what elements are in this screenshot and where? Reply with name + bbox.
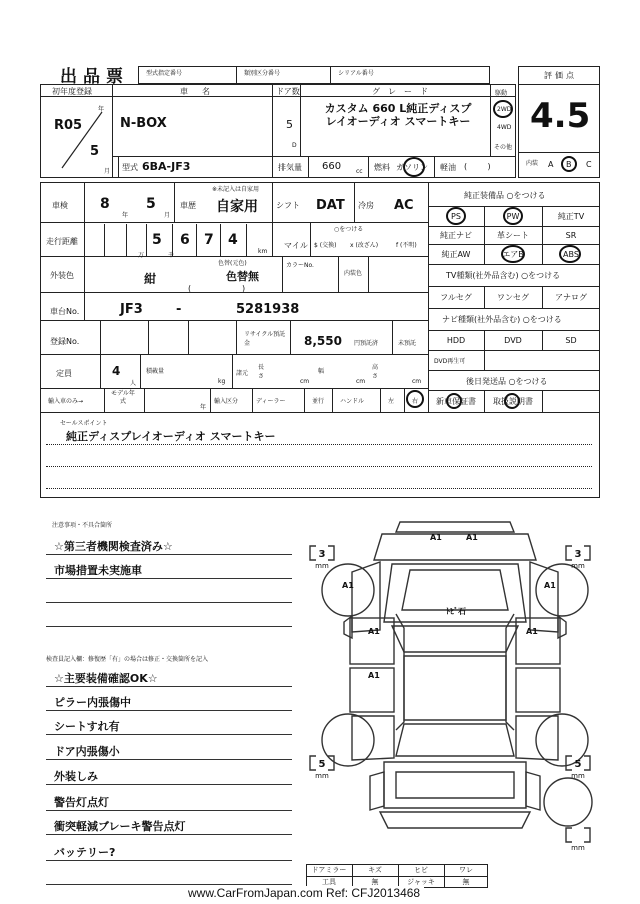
shaken-label: 車検	[52, 201, 68, 210]
fuel-paren: ( )	[464, 162, 491, 171]
model-label: 型式	[122, 163, 138, 172]
import-label: 輸入車のみ→	[48, 398, 84, 405]
mileage-digit-5: 7	[204, 232, 214, 248]
drive-4wd: 4WD	[497, 124, 512, 131]
sheet-title: 出品票	[60, 67, 129, 87]
history: 自家用	[216, 199, 258, 215]
later-manual-circle	[504, 393, 520, 409]
first-reg-label: 初年度登録	[52, 87, 92, 96]
name-label: 車名	[180, 87, 224, 96]
color-change: 色替無	[226, 270, 259, 283]
load-label: 積載量	[146, 368, 165, 375]
genuine-label: 純正装備品 ○をつける	[464, 191, 546, 200]
interior-label: 内装	[526, 160, 539, 167]
mark-windshield: ﾄﾋﾞ石	[446, 607, 466, 616]
tire-fl-value: 3	[318, 549, 326, 560]
inspector-line-8: バッテリー?	[54, 846, 116, 859]
mark-front-left-door: A1	[368, 627, 380, 636]
meter-tamper: x (改ざん)	[350, 242, 379, 249]
tire-rl-unit: mm	[315, 772, 329, 780]
handle-right-circle	[406, 390, 424, 408]
shaken-month-unit: 月	[164, 212, 171, 219]
displacement: 660	[322, 161, 342, 172]
equip-pw: PW	[506, 211, 520, 221]
load-unit: kg	[218, 378, 226, 385]
inspector-line-5: 外装しみ	[54, 770, 98, 783]
height-unit: cm	[412, 378, 422, 385]
equip-leather: 革シート	[497, 230, 529, 240]
equip-ps-circle	[446, 207, 466, 225]
tv-analog: アナログ	[555, 292, 587, 302]
interior-b: B	[566, 160, 572, 169]
equip-aw: 純正AW	[441, 249, 471, 259]
mileage-digit-3: 5	[152, 232, 162, 248]
mark-front-bumper-right: A1	[466, 533, 478, 542]
chassis-number: 5281938	[236, 302, 300, 317]
inspector-line-1: ☆主要装備確認OK☆	[54, 672, 158, 685]
mark-front-bumper-left: A1	[430, 533, 442, 542]
width-unit: cm	[356, 378, 366, 385]
tire-fr-unit: mm	[571, 562, 585, 570]
mileage-digit-4: 6	[180, 232, 190, 248]
drive-label: 駆動	[495, 90, 508, 97]
shift-label: シフト	[276, 201, 300, 210]
fuel-gasoline-circle	[403, 157, 425, 177]
mark-front-right-fender: A1	[544, 581, 556, 590]
navi-dvd: DVD	[504, 335, 522, 345]
equip-tv: 純正TV	[557, 211, 585, 221]
parallel: 並行	[312, 398, 325, 405]
displacement-unit: cc	[356, 168, 363, 175]
dealer: ディーラー	[256, 398, 286, 405]
equip-abs: ABS	[563, 249, 579, 259]
later-warranty: 新車保証書	[436, 396, 476, 406]
interior-color-label: 内装色	[344, 270, 363, 277]
history-note: ※未記入は自家用	[212, 186, 260, 193]
length-unit: cm	[300, 378, 310, 385]
equip-sr: SR	[565, 230, 577, 240]
later-manual: 取扱説明書	[493, 396, 533, 406]
eval-score: 4.5	[530, 96, 591, 136]
tv-oneseg: ワンセグ	[497, 292, 529, 302]
equip-airbag-circle	[501, 245, 525, 263]
inspector-line-3: シートすれ有	[54, 720, 120, 733]
color-label: 外装色	[50, 271, 74, 280]
import-year-unit: 年	[200, 404, 207, 411]
later-warranty-circle	[446, 393, 462, 409]
legend-value-3: ジャッキ	[407, 878, 435, 886]
equip-abs-circle	[559, 245, 581, 263]
recycle-fee: 8,550	[304, 334, 342, 348]
shift: DAT	[316, 198, 345, 213]
inspector-line-7: 衝突軽減ブレーキ警告点灯	[54, 820, 186, 833]
recycle-label: リサイクル預託金	[244, 331, 286, 347]
serial-label: シリアル番号	[338, 70, 374, 77]
tire-rl-value: 5	[318, 759, 326, 770]
interior-a: A	[548, 160, 554, 169]
equip-navi: 純正ナビ	[440, 230, 472, 240]
inspector-line-6: 警告灯点灯	[54, 796, 109, 809]
import-type-label: 輸入区分	[214, 398, 239, 405]
model-year-label: モデル年式	[111, 390, 135, 405]
grade: カスタム 660 L純正ディスプレイオーディオ スマートキー	[324, 102, 472, 128]
meter-unknown: f (不明)	[396, 242, 417, 249]
color: 紺	[144, 272, 157, 286]
tv-label: TV種類(社外品含む) ○をつける	[446, 271, 561, 280]
color-no-label: カラーNo.	[286, 262, 314, 269]
tire-rr-unit: mm	[571, 772, 585, 780]
color-change-label: 色替(元色)	[218, 260, 247, 267]
recycle-paid: 円預託済	[354, 340, 379, 347]
navi-label: ナビ種類(社外品含む) ○をつける	[442, 315, 562, 324]
displacement-label: 排気量	[278, 163, 302, 172]
equip-ps: PS	[451, 211, 461, 221]
shaken-year: 8	[100, 196, 110, 212]
caution-line-1: ☆第三者機関検査済み☆	[54, 540, 173, 553]
height-label: 高さ	[372, 364, 379, 380]
capacity: 4	[112, 364, 121, 378]
legend-header-1: ドアミラー	[311, 866, 347, 874]
doors-label: ドア数	[276, 87, 300, 96]
drive-2wd: 2WD	[497, 106, 512, 113]
color-change-paren: ( )	[188, 284, 246, 293]
legend-header-2: キズ	[368, 866, 382, 874]
chassis-label: 車台No.	[50, 307, 80, 316]
interior-b-circle	[561, 156, 577, 172]
capacity-label: 定員	[56, 369, 72, 378]
sen-unit: 千	[168, 252, 175, 259]
legend-value-4: 無	[462, 878, 470, 886]
inspector-label: 検査員記入欄：修復歴「有」の場合は修正・交換箇所を記入	[46, 656, 209, 663]
tire-fr-value: 3	[574, 549, 582, 560]
dims-label: 諸元	[236, 370, 249, 377]
year-unit: 年	[98, 106, 105, 113]
meter-swap: $ (交換)	[314, 242, 337, 249]
reg-no-label: 登録No.	[50, 337, 80, 346]
watermark: www.CarFromJapan.com Ref: CFJ2013468	[184, 886, 424, 900]
mark-hint: ○をつける	[334, 226, 364, 233]
navi-sd: SD	[565, 335, 577, 345]
ac-label: 冷房	[358, 201, 374, 210]
model: 6BA-JF3	[142, 160, 191, 173]
eval-label: 評価点	[544, 71, 577, 80]
caution-line-2: 市場措置未実施車	[54, 564, 142, 577]
navi-hdd: HDD	[446, 335, 466, 345]
tire-fl-unit: mm	[315, 562, 329, 570]
mile-label: マイル	[284, 241, 308, 250]
first-reg-year: R05	[54, 118, 83, 133]
mark-rear-left-door: A1	[368, 671, 380, 680]
mark-front-right-door: A1	[526, 627, 538, 636]
sales-text: 純正ディスプレイオーディオ スマートキー	[66, 430, 276, 443]
fuel-light: 軽油	[440, 163, 456, 172]
chassis-prefix: JF3	[120, 302, 143, 317]
sales-label: セールスポイント	[60, 420, 108, 427]
month-unit: 月	[104, 168, 111, 175]
legend-value-1: 工具	[322, 878, 336, 886]
history-label: 車歴	[180, 201, 196, 210]
mileage-digit-6: 4	[228, 232, 238, 248]
recycle-unpaid: 未預託	[398, 340, 417, 347]
dvd-label: DVD再生可	[434, 358, 466, 365]
legend-value-2: 無	[371, 878, 379, 886]
doors: 5	[286, 118, 293, 131]
shaken-month: 5	[146, 196, 156, 212]
drive-2wd-circle	[493, 100, 513, 118]
tire-spare-unit: mm	[571, 844, 585, 852]
fuel-gasoline: ガソリン	[396, 163, 428, 172]
km-unit: km	[258, 248, 268, 255]
legend-header-3: ヒビ	[414, 866, 428, 874]
doors-sub: D	[292, 142, 297, 149]
mark-front-left-fender: A1	[342, 581, 354, 590]
car-damage-diagram	[300, 510, 610, 878]
handle-label: ハンドル	[340, 398, 365, 405]
legend-header-4: ワレ	[459, 866, 473, 874]
first-reg-month: 5	[90, 144, 100, 159]
chassis-dash: -	[176, 302, 182, 317]
tire-rr-value: 5	[574, 759, 582, 770]
handle-right: 右	[412, 398, 419, 405]
mileage-label: 走行距離	[46, 237, 78, 246]
capacity-unit: 人	[130, 380, 137, 387]
handle-left: 左	[388, 398, 395, 405]
length-label: 長さ	[258, 364, 265, 380]
model-code-label: 型式指定番号	[146, 70, 183, 77]
inspector-line-4: ドア内張傷小	[54, 745, 120, 758]
interior-c: C	[586, 160, 592, 169]
car-name: N-BOX	[120, 116, 167, 131]
grade-label: グレード	[372, 87, 436, 96]
man-unit: 万	[138, 252, 145, 259]
later-label: 後日発送品 ○をつける	[466, 377, 548, 386]
inspector-line-2: ピラー内張傷中	[54, 696, 131, 709]
class-code-label: 類別区分番号	[244, 70, 281, 77]
width-label: 幅	[318, 368, 325, 375]
fuel-label: 燃料	[374, 163, 390, 172]
first-reg-slash	[56, 104, 106, 174]
tv-fullseg: フルセグ	[440, 292, 472, 302]
ac: AC	[394, 198, 414, 213]
caution-label: 注意事項・不具合箇所	[52, 522, 113, 529]
equip-airbag: エアB	[502, 249, 524, 259]
equip-pw-circle	[503, 207, 523, 225]
drive-other: その他	[494, 144, 513, 151]
shaken-year-unit: 年	[122, 212, 129, 219]
